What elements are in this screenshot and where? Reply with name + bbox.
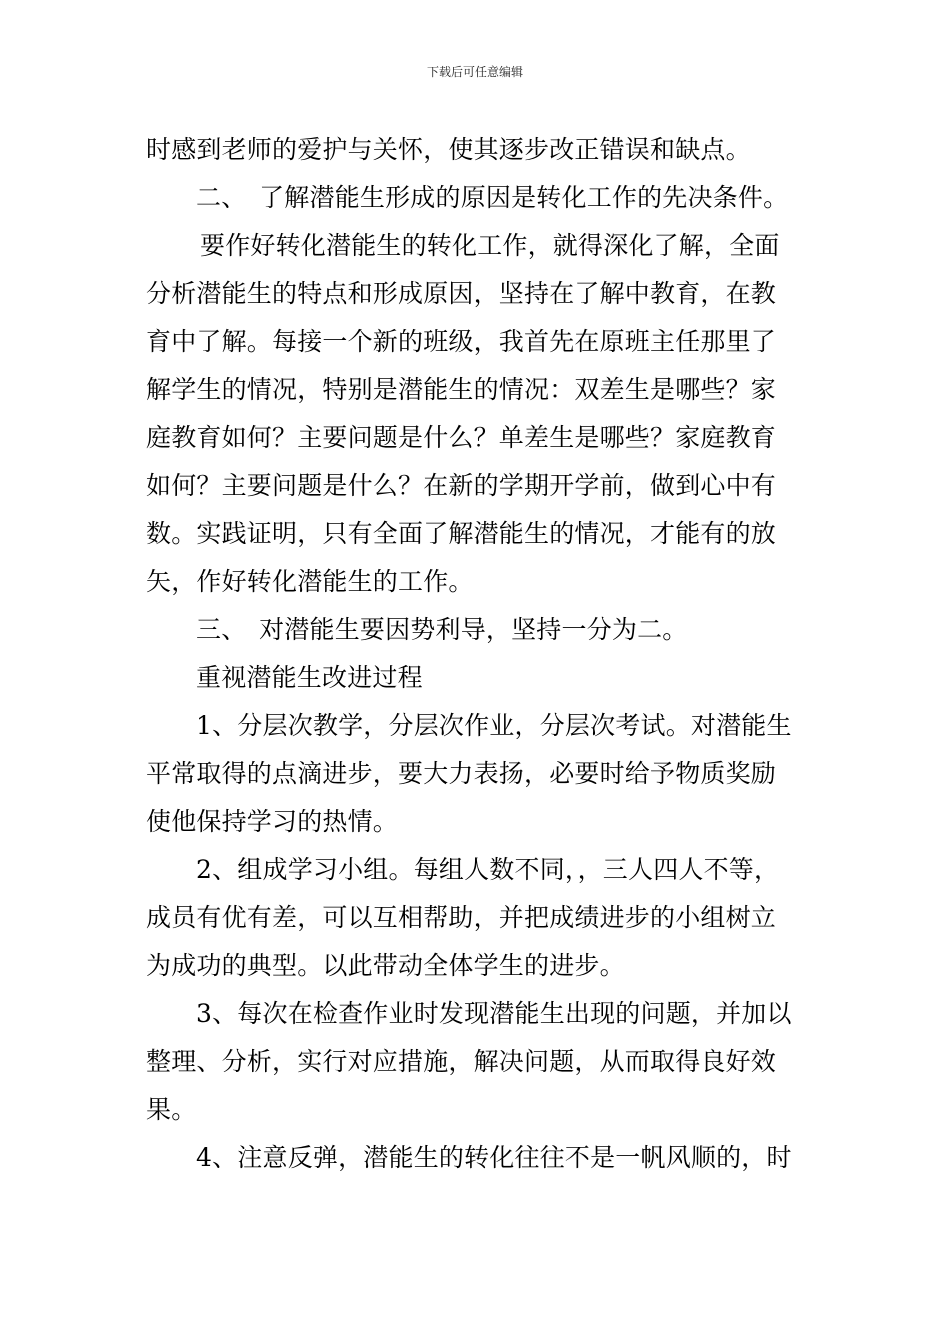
text-line: 时感到老师的爱护与关怀，使其逐步改正错误和缺点。 [146,135,751,164]
text-line: 整理、分析，实行对应措施，解决问题，从而取得良好效 [146,1047,777,1076]
list-item-1: 1、分层次教学，分层次作业，分层次考试。对潜能生 [196,711,792,740]
text-line: 育中了解。每接一个新的班级，我首先在原班主任那里了 [146,327,777,356]
document-body [146,126,811,1182]
text-line: 使他保持学习的热情。 [146,807,399,836]
text-line: 如何？主要问题是什么？在新的学期开学前，做到心中有 [146,471,777,500]
list-item-3: 3、每次在检查作业时发现潜能生出现的问题，并加以 [196,999,792,1028]
text-line: 为成功的典型。以此带动全体学生的进步。 [146,951,625,980]
text-line: 解学生的情况，特别是潜能生的情况：双差生是哪些？家 [146,375,777,404]
text-line: 矢，作好转化潜能生的工作。 [146,567,474,596]
subheading: 重视潜能生改进过程 [196,663,423,692]
text-line: 平常取得的点滴进步，要大力表扬，必要时给予物质奖励 [146,759,777,788]
text-line: 分析潜能生的特点和形成原因，坚持在了解中教育，在教 [146,279,777,308]
list-item-2: 2、组成学习小组。每组人数不同，，三人四人不等， [196,855,780,884]
section-heading-3: 三、 对潜能生要因势利导，坚持一分为二。 [196,615,688,644]
text-line: 庭教育如何？主要问题是什么？单差生是哪些？家庭教育 [146,423,777,452]
section-heading-2: 二、 了解潜能生形成的原因是转化工作的先决条件。 [196,183,789,212]
list-item-4: 4、注意反弹，潜能生的转化往往不是一帆风顺的，时 [196,1143,792,1172]
text-line: 要作好转化潜能生的转化工作，就得深化了解，全面 [200,231,780,260]
page-header: 下载后可任意编辑 [426,65,523,79]
text-line: 果。 [146,1095,197,1124]
text-line: 数。实践证明，只有全面了解潜能生的情况，才能有的放 [146,519,777,548]
text-line: 成员有优有差，可以互相帮助，并把成绩进步的小组树立 [146,903,777,932]
